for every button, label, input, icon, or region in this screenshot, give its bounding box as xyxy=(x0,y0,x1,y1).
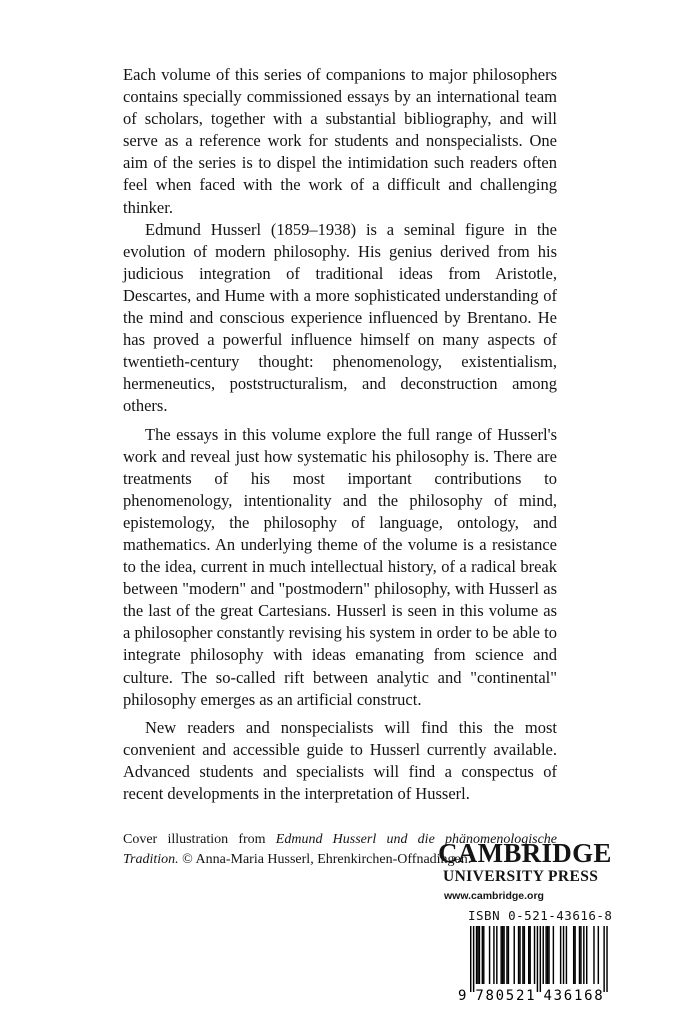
series-description-paragraph: Each volume of this series of companions to major philosophers contains specially commissioned essays by an international team of scholars, together with a substantial bibliography, and will serve as a reference work for students and nonspecialists. One aim of the series is to dispel the intimidation such readers often feel when faced with the work of a difficult and challenging thinker. xyxy=(123,65,557,217)
barcode-bar xyxy=(603,926,604,992)
barcode-bar xyxy=(470,926,471,992)
barcode-digit: 3 xyxy=(553,988,563,1004)
barcode-bar xyxy=(482,926,483,984)
barcode-bar xyxy=(528,926,529,984)
barcode-bar xyxy=(573,926,574,984)
barcode-bar xyxy=(540,926,541,992)
barcode-bar xyxy=(580,926,581,984)
back-cover-text xyxy=(123,64,557,883)
barcode-bar xyxy=(479,926,480,984)
barcode-bar xyxy=(553,926,554,984)
barcode-bar xyxy=(524,926,525,984)
barcode-bar xyxy=(534,926,535,984)
barcode-digit: 9 xyxy=(458,988,467,1004)
barcode-digit: 8 xyxy=(485,988,494,1004)
barcode-bar xyxy=(514,926,515,984)
barcode-bar xyxy=(529,926,530,984)
barcode-bar xyxy=(606,926,607,992)
barcode-bar xyxy=(496,926,497,984)
publisher-logo xyxy=(438,838,618,904)
barcode-bar xyxy=(483,926,484,984)
credit-prefix: Cover illustration from xyxy=(123,832,276,848)
barcode-bar xyxy=(508,926,509,984)
credit-title: Edmund Husserl und die phänomenologische Tradition. xyxy=(123,832,557,867)
publisher-subtitle: UNIVERSITY PRESS xyxy=(443,868,599,885)
barcode-bar xyxy=(543,926,544,984)
barcode-bar xyxy=(519,926,520,984)
barcode-digit: 6 xyxy=(563,988,573,1004)
essays-overview-paragraph: The essays in this volume explore the full range of Husserl's work and reveal just how systematic his philosophy is. There are treatments of his most important contributions to phenomenology, intentionality and the philosophy of mind, epistemology, the philosophy of language, ontology, and mathematics. An underlying theme of the volume is a resistance to the idea, current in much intellectual history, of a radical break between "modern" and "postmodern" philosophy, with Husserl as the last of the great Cartesians. Husserl is seen in this volume as a philosopher constantly revising his system in order to be able to integrate philosophy with ideas emanating from science and culture. The so-called rift between analytic and "continental" philosophy emerges as an artificial construct. xyxy=(123,424,557,709)
barcode-bar xyxy=(473,926,474,992)
barcode-digit: 1 xyxy=(573,988,583,1004)
barcode-bar xyxy=(503,926,504,984)
barcode xyxy=(456,926,616,1006)
barcode-digit: 5 xyxy=(505,988,515,1004)
publisher-url: www.cambridge.org xyxy=(444,890,544,902)
barcode-bar xyxy=(547,926,548,984)
barcode-bar xyxy=(489,926,490,984)
barcode-bar xyxy=(566,926,567,984)
barcode-bar xyxy=(560,926,561,984)
barcode-digit: 6 xyxy=(584,988,593,1004)
barcode-bar xyxy=(593,926,594,984)
barcode-bar xyxy=(477,926,478,984)
barcode-bar xyxy=(545,926,546,984)
barcode-bar xyxy=(500,926,501,984)
barcode-bar xyxy=(563,926,564,984)
barcode-bar xyxy=(502,926,503,984)
barcode-bar xyxy=(579,926,580,984)
barcode-bar xyxy=(586,926,587,984)
barcode-bar xyxy=(476,926,477,984)
barcode-digit: 7 xyxy=(475,988,484,1004)
barcode-bar xyxy=(518,926,519,984)
readers-paragraph: New readers and nonspecialists will find this the most convenient and accessible guide to Husserl currently available. Advanced students and specialists will find a conspectus of recent developments in the interpretation of Husserl. xyxy=(123,717,557,803)
isbn-label: ISBN 0-521-43616-8 xyxy=(468,908,613,923)
barcode-bar xyxy=(583,926,584,984)
barcode-digit: 1 xyxy=(526,988,535,1004)
barcode-bar xyxy=(522,926,523,984)
barcode-bar xyxy=(548,926,549,984)
credit-suffix: © Anna-Maria Husserl, Ehrenkirchen-Offnadingen. xyxy=(178,851,472,867)
barcode-digit: 4 xyxy=(543,988,552,1004)
barcode-graphic xyxy=(456,926,616,1006)
publisher-name: CAMBRIDGE xyxy=(438,838,612,868)
barcode-bar xyxy=(574,926,575,984)
barcode-bar xyxy=(493,926,494,984)
barcode-digit: 2 xyxy=(515,988,525,1004)
barcode-digit: 0 xyxy=(495,988,505,1004)
barcode-bar xyxy=(598,926,599,984)
barcode-bar xyxy=(506,926,507,984)
husserl-intro-paragraph: Edmund Husserl (1859–1938) is a seminal figure in the evolution of modern philosophy. His genius derived from his judicious integration of traditional ideas from Aristotle, Descartes, and Hume with a more sophisticated understanding of the mind and conscious experience influenced by Brentano. He has proved a powerful influence himself on many aspects of twentieth-century thought: phenomenology, existentialism, hermeneutics, poststructuralism, and deconstruction among others. xyxy=(123,219,557,416)
barcode-bar xyxy=(537,926,538,992)
barcode-digit: 8 xyxy=(594,988,603,1004)
